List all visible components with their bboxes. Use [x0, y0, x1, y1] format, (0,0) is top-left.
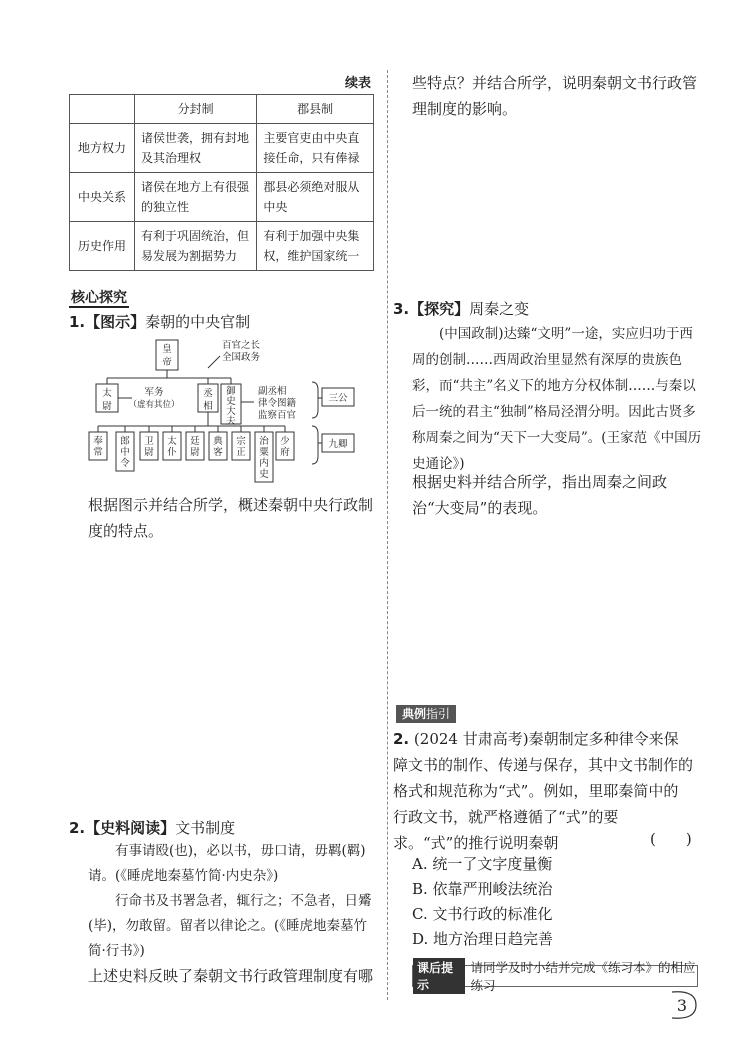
table-header-cell: 分封制	[135, 95, 257, 124]
minister-label: 太仆	[167, 436, 177, 458]
q2-number: 2.	[69, 819, 86, 837]
row-head: 中央关系	[70, 173, 135, 222]
example-badge	[396, 703, 456, 722]
section-title: 核心探究	[71, 290, 127, 306]
q3-source: (中国政制)达臻“文明”一途，实应归功于西周的创制……西周政治里显然有深厚的贵族色彩，而“共主”名义下的地方分权体制……与秦以后一统的君主“独制”格局泾渭分明。因此古贤多称周秦之间为“天下一大变局”。(王家范《中国历史通论》)	[412, 326, 702, 472]
taiwei-label: 太尉	[102, 388, 112, 412]
minister-label: 廷尉	[190, 436, 200, 458]
q2-question-part1: 上述史料反映了秦朝文书行政管理制度有哪	[88, 967, 374, 985]
answer-blank: ( )	[650, 830, 692, 848]
table-header-row	[70, 95, 374, 124]
table-cell: 有利于加强中央集权，维护国家统一	[257, 222, 374, 271]
q3-tag: 【探究】	[409, 300, 470, 318]
q1-question: 根据图示并结合所学，概述秦朝中央行政制度的特点。	[88, 496, 374, 540]
q2-source-1: 有事请殴(也)，必以书，毋口请，毋羁(羁)请。(《睡虎地秦墓竹简·内史杂》)	[88, 843, 366, 884]
option-b[interactable]: B. 依靠严刑峻法统治	[412, 880, 553, 898]
q3-question: 根据史料并结合所学，指出周秦之间政治“大变局”的表现。	[412, 473, 668, 517]
chancellor-note-2: 全国政务	[222, 352, 261, 363]
minister-label: 典客	[213, 436, 223, 458]
minister-label: 少府	[280, 436, 290, 458]
tip-text: 请同学及时小结并完成《练习本》的相应练习	[470, 960, 696, 993]
example-stem-wrap	[393, 726, 693, 856]
q3-title: 周秦之变	[469, 300, 530, 318]
q2-question-part2: 些特点？并结合所学，说明秦朝文书行政管理制度的影响。	[412, 74, 698, 118]
table-cell: 诸侯世袭，拥有封地及其治理权	[135, 124, 257, 173]
emperor-label: 皇帝	[162, 344, 172, 368]
after-class-tip	[412, 960, 698, 993]
q2-tag: 【史料阅读】	[85, 819, 176, 837]
option-a[interactable]: A. 统一了文字度量衡	[412, 855, 553, 873]
q3-heading	[393, 296, 529, 322]
q2-source-2: 行命书及书署急者，辄行之；不急者，日觱(毕)，勿敢留。留者以律论之。(《睡虎地秦墓竹简·行书》)	[88, 893, 372, 959]
column-divider	[387, 70, 388, 1000]
row-head: 历史作用	[70, 222, 135, 271]
yushi-duty-2: 律令图籍	[258, 398, 297, 409]
example-stem: (2024 甘肃高考)秦朝制定多种律令来保障文书的制作、传递与保存，其中文书制作的格式和规范称为“式”。例如，里耶秦简中的行政文书，就严格遵循了“式”的要求。“式”的推行说明秦朝	[393, 730, 694, 852]
yushi-duty-1: 副丞相	[258, 386, 287, 397]
q1-heading	[69, 309, 250, 335]
chancellor-note-1: 百官之长	[222, 340, 261, 351]
tip-tag: 课后提示	[413, 958, 465, 994]
minister-label: 卫尉	[144, 436, 154, 458]
q1-number: 1.	[69, 313, 86, 331]
minister-label: 郎中令	[120, 436, 130, 469]
table-cell: 郡县必须绝对服从中央	[257, 173, 374, 222]
comparison-table	[69, 94, 374, 271]
table-header-cell	[70, 95, 135, 124]
q2-heading	[69, 815, 235, 841]
q1-title: 秦朝的中央官制	[145, 313, 251, 331]
yushi-label: 御史大夫	[226, 386, 236, 427]
minister-label: 治粟内史	[259, 436, 269, 480]
q2-title: 文书制度	[175, 819, 236, 837]
row-head: 地方权力	[70, 124, 135, 173]
table-row	[70, 222, 374, 271]
yushi-duty-3: 监察百官	[258, 410, 297, 421]
chengxiang-label: 丞相	[203, 388, 213, 412]
sangong-label: 三公	[328, 393, 348, 404]
badge-b: 指引	[426, 707, 451, 721]
table-caption: 续表	[345, 76, 372, 91]
jiuqing-label: 九卿	[328, 439, 348, 450]
table-cell: 有利于巩固统治，但易发展为割据势力	[135, 222, 257, 271]
table-header-cell: 郡县制	[257, 95, 374, 124]
page-number-badge	[668, 988, 700, 1022]
option-d[interactable]: D. 地方治理日趋完善	[412, 930, 554, 948]
table-row	[70, 124, 374, 173]
badge-a: 典例	[402, 707, 427, 721]
table-cell: 诸侯在地方上有很强的独立性	[135, 173, 257, 222]
military-label-1: 军务	[144, 387, 164, 398]
page-number: 3	[676, 996, 688, 1015]
central-official-diagram	[92, 338, 358, 480]
military-label-2: （虚有其位）	[128, 400, 180, 410]
q3-number: 3.	[393, 300, 410, 318]
minister-label: 奉常	[93, 436, 103, 458]
option-c[interactable]: C. 文书行政的标准化	[412, 905, 553, 923]
table-row	[70, 173, 374, 222]
table-cell: 主要官吏由中央直接任命，只有俸禄	[257, 124, 374, 173]
example-number: 2.	[393, 730, 410, 748]
q1-tag: 【图示】	[85, 313, 146, 331]
minister-label: 宗正	[236, 436, 246, 458]
